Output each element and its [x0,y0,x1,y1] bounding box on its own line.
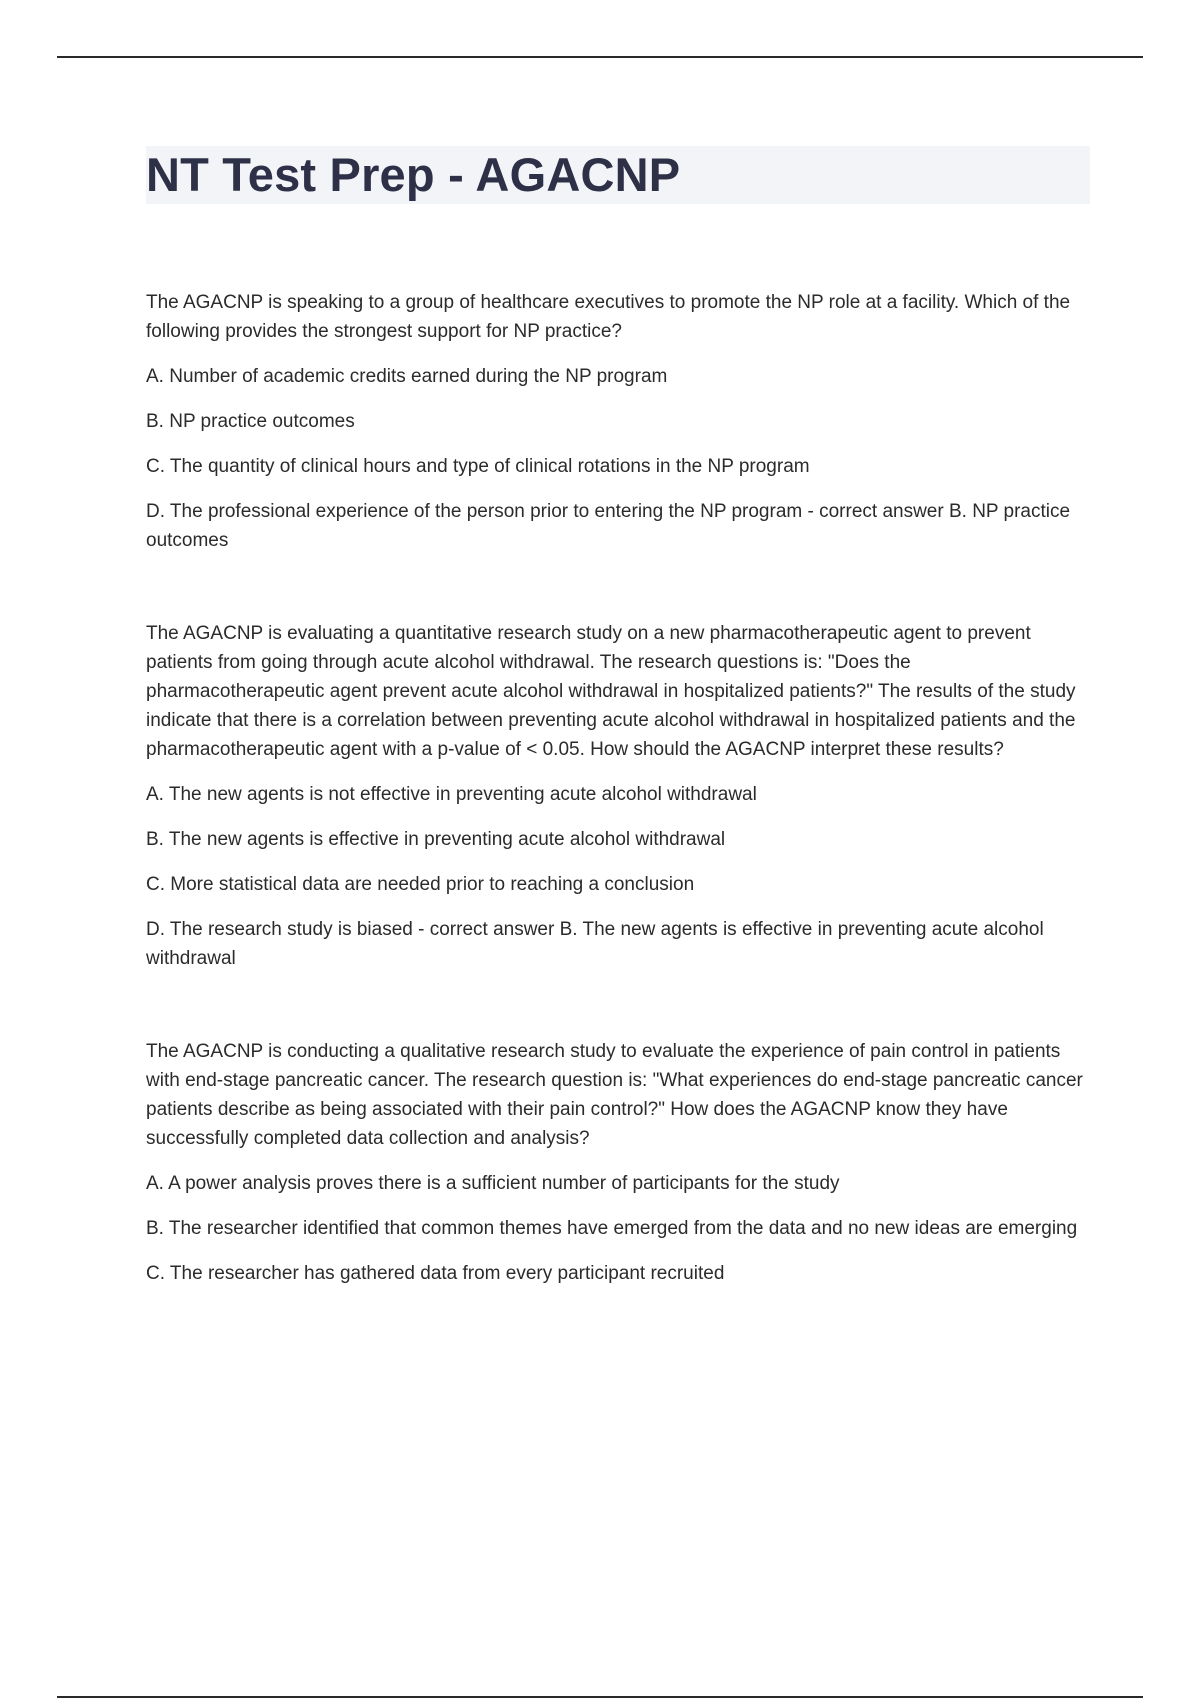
header-rule [57,56,1143,58]
question-2 [146,619,1090,973]
document-title: NT Test Prep - AGACNP [146,148,681,201]
answer-option-b: B. The new agents is effective in preventing acute alcohol withdrawal [146,829,726,850]
question-text: The AGACNP is speaking to a group of healthcare executives to promote the NP role at a facility. Which of the following provides the strongest support for NP practice? [146,292,1071,342]
answer-option-d: D. The professional experience of the person prior to entering the NP program - correct answer B. NP practice outcomes [146,501,1071,551]
question-1 [146,288,1090,555]
answer-option-b: B. The researcher identified that common themes have emerged from the data and no new ideas are emerging [146,1218,1078,1239]
question-3 [146,1037,1090,1288]
answer-option-d: D. The research study is biased - correct answer B. The new agents is effective in preventing acute alcohol withdrawal [146,919,1044,969]
question-text: The AGACNP is conducting a qualitative research study to evaluate the experience of pain control in patients with end-stage pancreatic cancer. The research question is: "What experiences do end-stage pancreatic cancer patients describe as being associated with their pain control?" How does the AGACNP know they have successfully completed data collection and analysis? [146,1041,1083,1149]
answer-option-a: A. The new agents is not effective in preventing acute alcohol withdrawal [146,784,757,805]
answer-option-a: A. Number of academic credits earned during the NP program [146,366,668,387]
question-text: The AGACNP is evaluating a quantitative research study on a new pharmacotherapeutic agent to prevent patients from going through acute alcohol withdrawal. The research questions is: "Does the pharmacotherapeutic agent prevent acute alcohol withdrawal in hospitalized patients?" The results of the study indicate that there is a correlation between preventing acute alcohol withdrawal in hospitalized patients and the pharmacotherapeutic agent with a p-value of < 0.05. How should the AGACNP interpret these results? [146,623,1076,760]
title-band [146,146,1090,204]
answer-option-a: A. A power analysis proves there is a sufficient number of participants for the study [146,1173,840,1194]
answer-option-c: C. The quantity of clinical hours and type of clinical rotations in the NP program [146,456,810,477]
footer-rule [57,1696,1143,1698]
document-body [146,288,1090,1288]
answer-option-c: C. More statistical data are needed prior to reaching a conclusion [146,874,695,895]
answer-option-b: B. NP practice outcomes [146,411,355,432]
answer-option-c: C. The researcher has gathered data from every participant recruited [146,1263,725,1284]
